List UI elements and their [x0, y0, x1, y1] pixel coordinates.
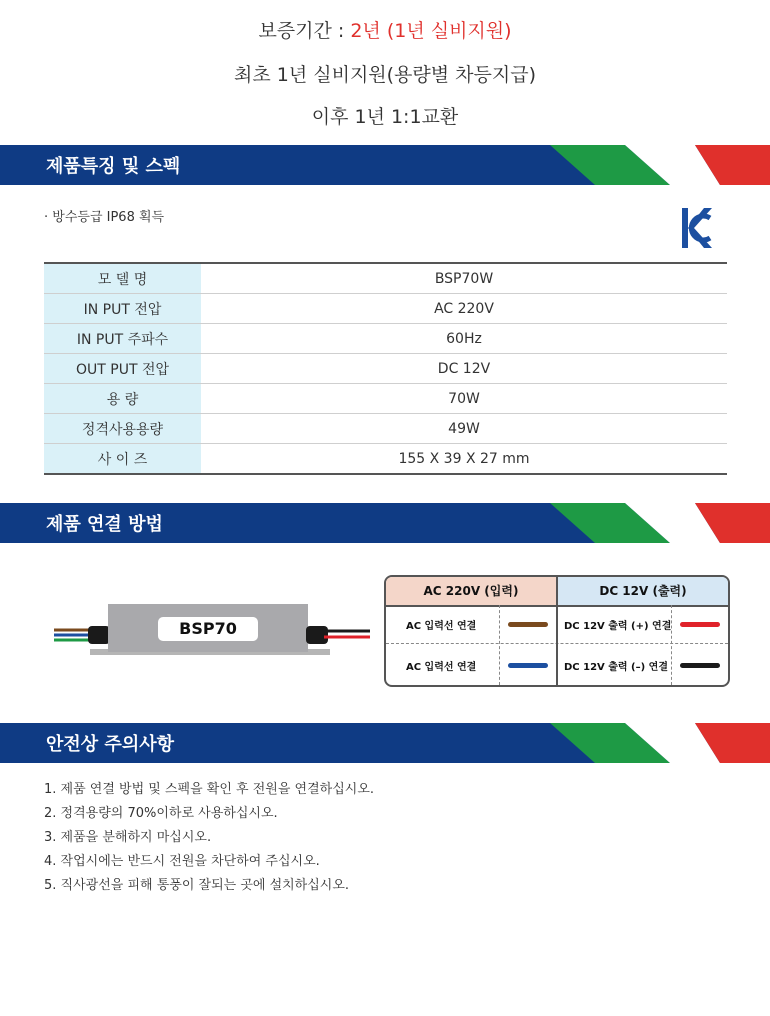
spec-value: 70W [201, 384, 727, 414]
list-item: 2. 정격용량의 70%이하로 사용하십시오. [44, 806, 278, 821]
safety-notes-list [44, 780, 374, 900]
table-row [44, 414, 727, 444]
list-item: 3. 제품을 분해하지 마십시오. [44, 830, 212, 845]
divider [556, 605, 558, 685]
black-wire-icon [680, 663, 720, 668]
table-row [44, 294, 727, 324]
table-row [44, 324, 727, 354]
spec-table [44, 262, 727, 475]
decor-stripes-icon [550, 723, 770, 763]
spec-label: IN PUT 전압 [44, 294, 201, 324]
dc-row-label: DC 12V 출력 (–) 연결 [564, 662, 669, 673]
kc-mark-icon [680, 206, 714, 250]
table-row [44, 263, 727, 294]
spec-value: DC 12V [201, 354, 727, 384]
list-item: 4. 작업시에는 반드시 전원을 차단하여 주십시오. [44, 854, 320, 869]
dc-output-header: DC 12V (출력) [558, 577, 728, 605]
spec-value: 49W [201, 414, 727, 444]
ac-row-label: AC 입력선 연결 [406, 621, 477, 632]
section-header-connection [0, 503, 770, 543]
spec-label: OUT PUT 전압 [44, 354, 201, 384]
feature-text: · 방수등급 IP68 획득 [44, 210, 165, 225]
table-row [44, 354, 727, 384]
warranty-line-2: 최초 1년 실비지원(용량별 차등지급) [234, 64, 536, 86]
list-item: 5. 직사광선을 피해 통풍이 잘되는 곳에 설치하십시오. [44, 878, 350, 893]
blue-wire-icon [508, 663, 548, 668]
warranty-highlight: 2년 (1년 실비지원) [350, 20, 512, 42]
brown-wire-icon [508, 622, 548, 627]
warranty-period [0, 16, 770, 43]
dc-row-label: DC 12V 출력 (+) 연결 [564, 621, 672, 632]
section-header-spec [0, 145, 770, 185]
divider [499, 605, 500, 685]
spec-value: 60Hz [201, 324, 727, 354]
decor-stripes-icon [550, 145, 770, 185]
warranty-line-3: 이후 1년 1:1교환 [311, 106, 459, 128]
ac-input-header: AC 220V (입력) [386, 577, 558, 605]
table-row [44, 444, 727, 475]
decor-stripes-icon [550, 503, 770, 543]
section-title: 제품 연결 방법 [46, 514, 163, 535]
spec-label: 정격사용용량 [44, 414, 201, 444]
spec-value: AC 220V [201, 294, 727, 324]
spec-label: 모 델 명 [44, 263, 201, 294]
warranty-prefix: 보증기간 : [258, 20, 351, 42]
connection-diagram [384, 575, 730, 687]
section-title: 제품특징 및 스펙 [46, 156, 181, 177]
device-label: BSP70 [158, 617, 258, 641]
ac-row-label: AC 입력선 연결 [406, 662, 477, 673]
spec-label: 사 이 즈 [44, 444, 201, 475]
table-row [44, 384, 727, 414]
spec-value: BSP70W [201, 263, 727, 294]
spec-label: IN PUT 주파수 [44, 324, 201, 354]
list-item: 1. 제품 연결 방법 및 스펙을 확인 후 전원을 연결하십시오. [44, 782, 375, 797]
spec-value: 155 X 39 X 27 mm [398, 450, 530, 467]
section-header-safety [0, 723, 770, 763]
red-wire-icon [680, 622, 720, 627]
spec-label: 용 량 [44, 384, 201, 414]
section-title: 안전상 주의사항 [46, 734, 174, 755]
